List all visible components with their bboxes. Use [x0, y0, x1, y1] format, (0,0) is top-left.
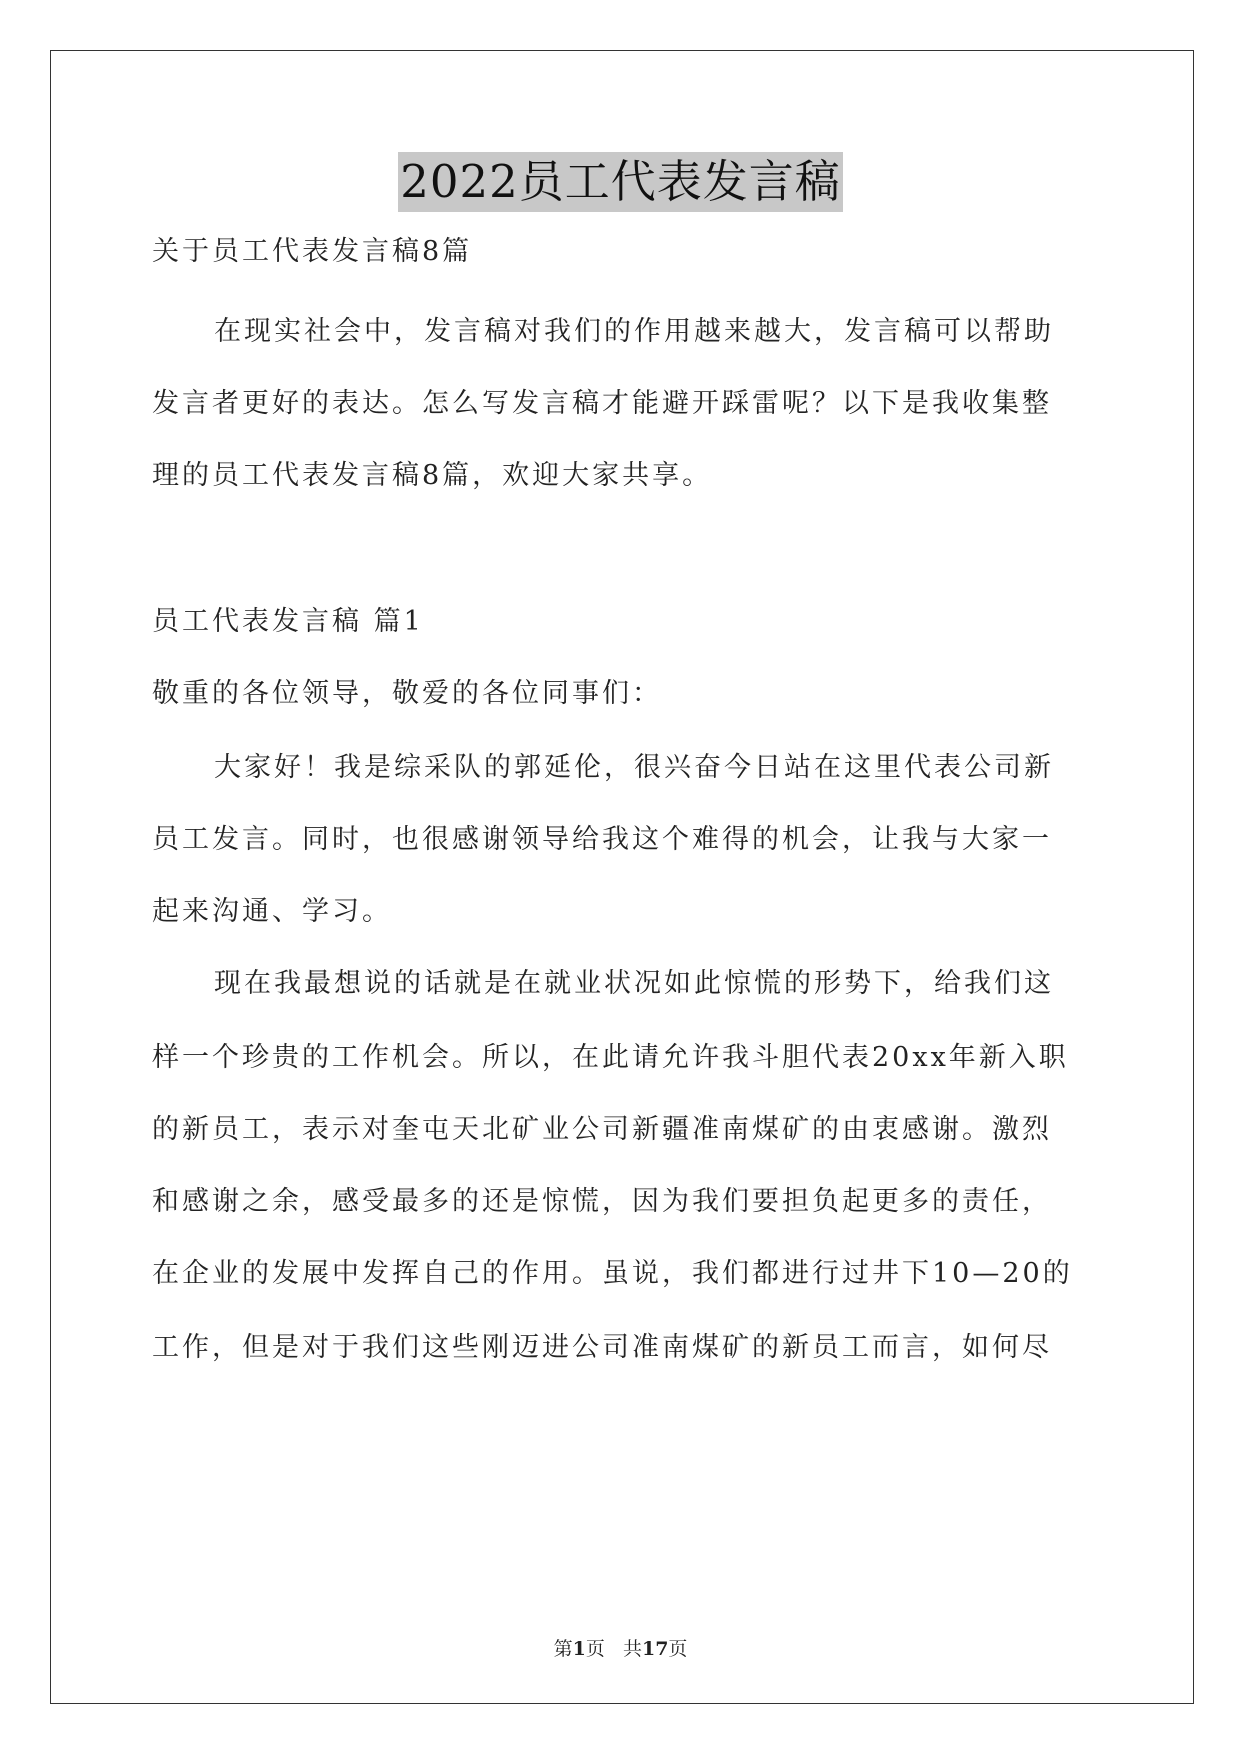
page-border	[50, 50, 1194, 1704]
paragraph-line: 现在我最想说的话就是在就业状况如此惊慌的形势下，给我们这	[214, 968, 1054, 999]
paragraph-line: 在企业的发展中发挥自己的作用。虽说，我们都进行过井下10—20的	[152, 1258, 1073, 1289]
intro-line: 发言者更好的表达。怎么写发言稿才能避开踩雷呢？以下是我收集整	[152, 388, 1052, 419]
total-pages: 17	[641, 1638, 669, 1660]
total-prefix: 共	[622, 1638, 642, 1660]
salutation: 敬重的各位领导，敬爱的各位同事们：	[152, 678, 662, 709]
intro-line: 理的员工代表发言稿8篇，欢迎大家共享。	[152, 460, 713, 491]
document-title: 2022员工代表发言稿	[398, 152, 843, 212]
paragraph-line: 工作，但是对于我们这些刚迈进公司准南煤矿的新员工而言，如何尽	[152, 1332, 1052, 1363]
paragraph-line: 的新员工，表示对奎屯天北矿业公司新疆准南煤矿的由衷感谢。激烈	[152, 1114, 1052, 1145]
paragraph-line: 和感谢之余，感受最多的还是惊慌，因为我们要担负起更多的责任，	[152, 1186, 1052, 1217]
page-suffix: 页	[585, 1638, 605, 1660]
page-footer	[0, 1634, 1241, 1661]
title-container	[0, 152, 1241, 212]
intro-line: 在现实社会中，发言稿对我们的作用越来越大，发言稿可以帮助	[214, 316, 1054, 347]
paragraph-line: 员工发言。同时，也很感谢领导给我这个难得的机会，让我与大家一	[152, 824, 1052, 855]
total-suffix: 页	[668, 1638, 688, 1660]
paragraph-line: 样一个珍贵的工作机会。所以，在此请允许我斗胆代表20xx年新入职	[152, 1042, 1069, 1073]
page-prefix: 第	[553, 1638, 573, 1660]
page-number: 1	[572, 1638, 586, 1660]
paragraph-line: 大家好！我是综采队的郭延伦，很兴奋今日站在这里代表公司新	[214, 752, 1054, 783]
document-subtitle: 关于员工代表发言稿8篇	[152, 236, 473, 267]
paragraph-line: 起来沟通、学习。	[152, 896, 392, 927]
section-heading: 员工代表发言稿 篇1	[152, 606, 424, 637]
